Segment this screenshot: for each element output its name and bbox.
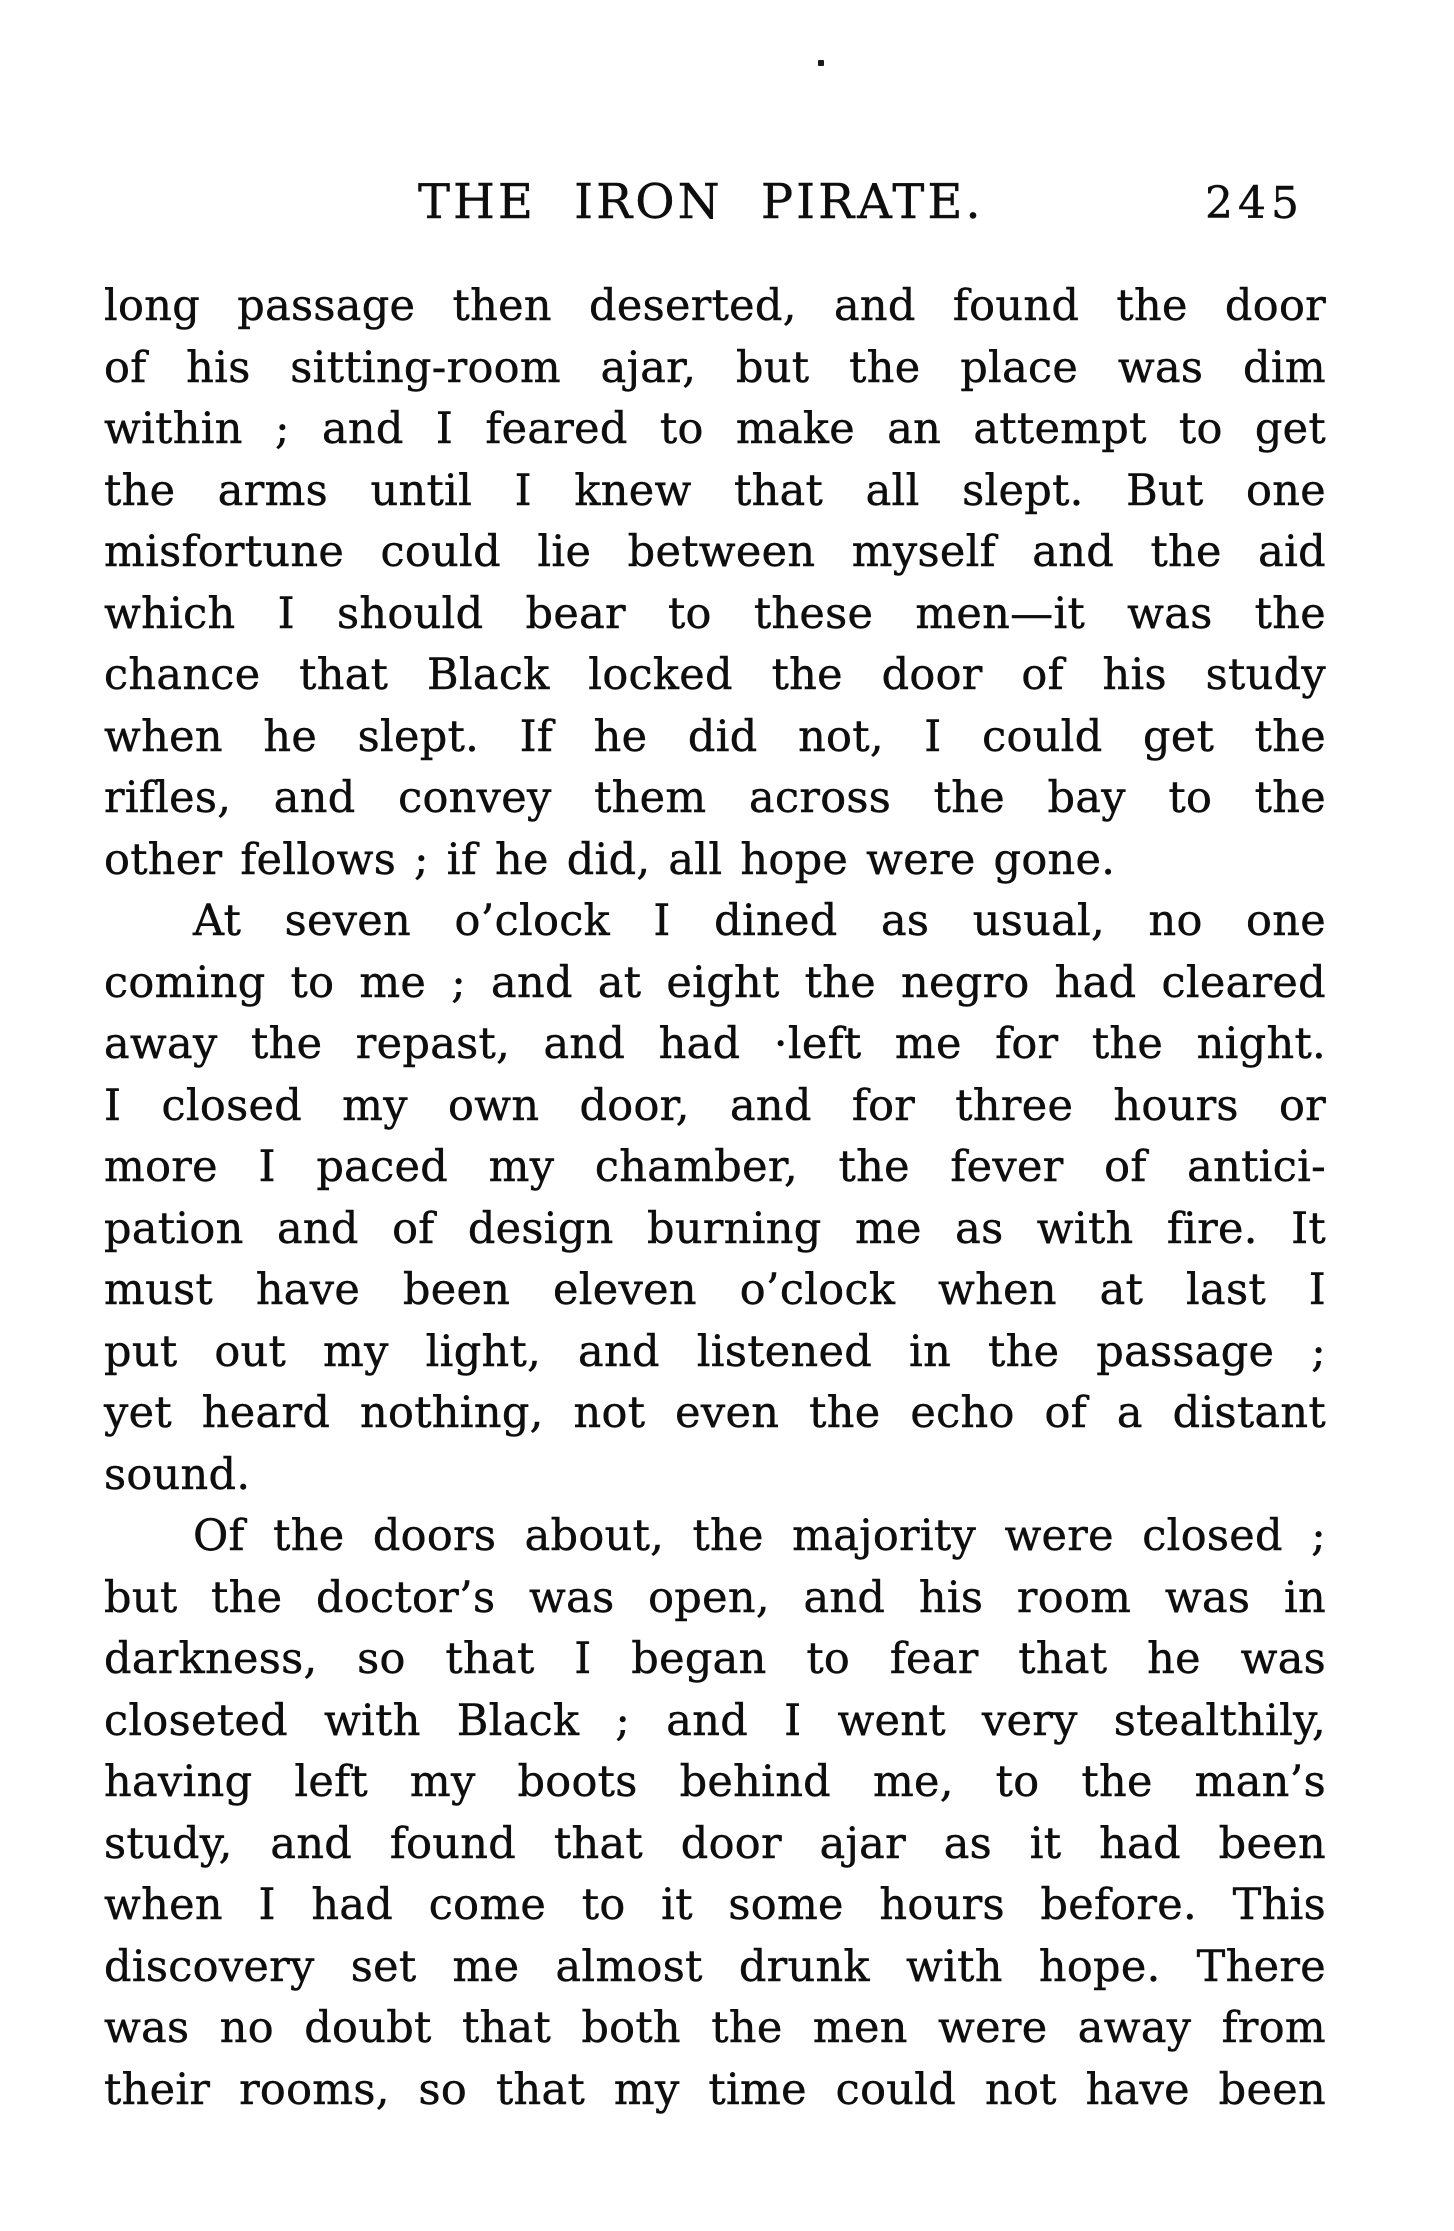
text-line: Of the doors about, the majority were closed ; xyxy=(193,1511,1326,1561)
text-line: misfortune could lie between myself and the aid xyxy=(104,527,1326,577)
text-line: was no doubt that both the men were away from xyxy=(104,2003,1326,2053)
text-line: but the doctor’s was open, and his room was in xyxy=(104,1572,1326,1623)
text-line: rifles, and convey them across the bay to the xyxy=(104,773,1326,823)
page-header xyxy=(418,174,1304,230)
text-line: the arms until I knew that all slept. But one xyxy=(104,465,1326,516)
text-line: study, and found that door ajar as it had been xyxy=(104,1818,1326,1869)
paragraph xyxy=(104,891,1326,1506)
running-title: THE IRON PIRATE. xyxy=(418,174,984,230)
text-line: within ; and I feared to make an attempt to get xyxy=(104,404,1326,454)
text-line: darkness, so that I began to fear that he was xyxy=(104,1634,1326,1684)
text-line: closeted with Black ; and I went very stealthily, xyxy=(104,1695,1326,1746)
text-line: when I had come to it some hours before. This xyxy=(104,1880,1326,1930)
text-line: their rooms, so that my time could not have been xyxy=(104,2064,1326,2115)
text-line: pation and of design burning me as with fire. It xyxy=(104,1203,1326,1254)
text-line: coming to me ; and at eight the negro had cleared xyxy=(104,957,1326,1008)
text-line: discovery set me almost drunk with hope. There xyxy=(104,1941,1326,1992)
paragraph xyxy=(104,1506,1326,2121)
text-line: must have been eleven o’clock when at last I xyxy=(104,1265,1326,1315)
text-line: long passage then deserted, and found the door xyxy=(104,281,1326,331)
text-line: put out my light, and listened in the passage ; xyxy=(104,1326,1326,1377)
text-line: yet heard nothing, not even the echo of a distant xyxy=(104,1388,1326,1438)
text-line: more I paced my chamber, the fever of antici- xyxy=(104,1142,1326,1192)
text-line: having left my boots behind me, to the man’s xyxy=(104,1757,1326,1807)
text-line: chance that Black locked the door of his study xyxy=(104,650,1326,700)
text-line: of his sitting-room ajar, but the place was dim xyxy=(104,342,1326,393)
text-line: sound. xyxy=(104,1449,251,1500)
paragraph xyxy=(104,276,1326,891)
text-line: when he slept. If he did not, I could get the xyxy=(104,711,1326,762)
text-line: At seven o’clock I dined as usual, no one xyxy=(193,896,1326,946)
text-line: away the repast, and had ·left me for the night. xyxy=(104,1019,1326,1069)
page-number: 245 xyxy=(1205,178,1304,229)
ink-speck xyxy=(818,60,824,66)
body-text xyxy=(104,276,1326,2121)
text-line: I closed my own door, and for three hours or xyxy=(104,1080,1326,1131)
text-line: other fellows ; if he did, all hope were gone. xyxy=(104,834,1116,885)
text-line: which I should bear to these men—it was the xyxy=(104,588,1326,639)
